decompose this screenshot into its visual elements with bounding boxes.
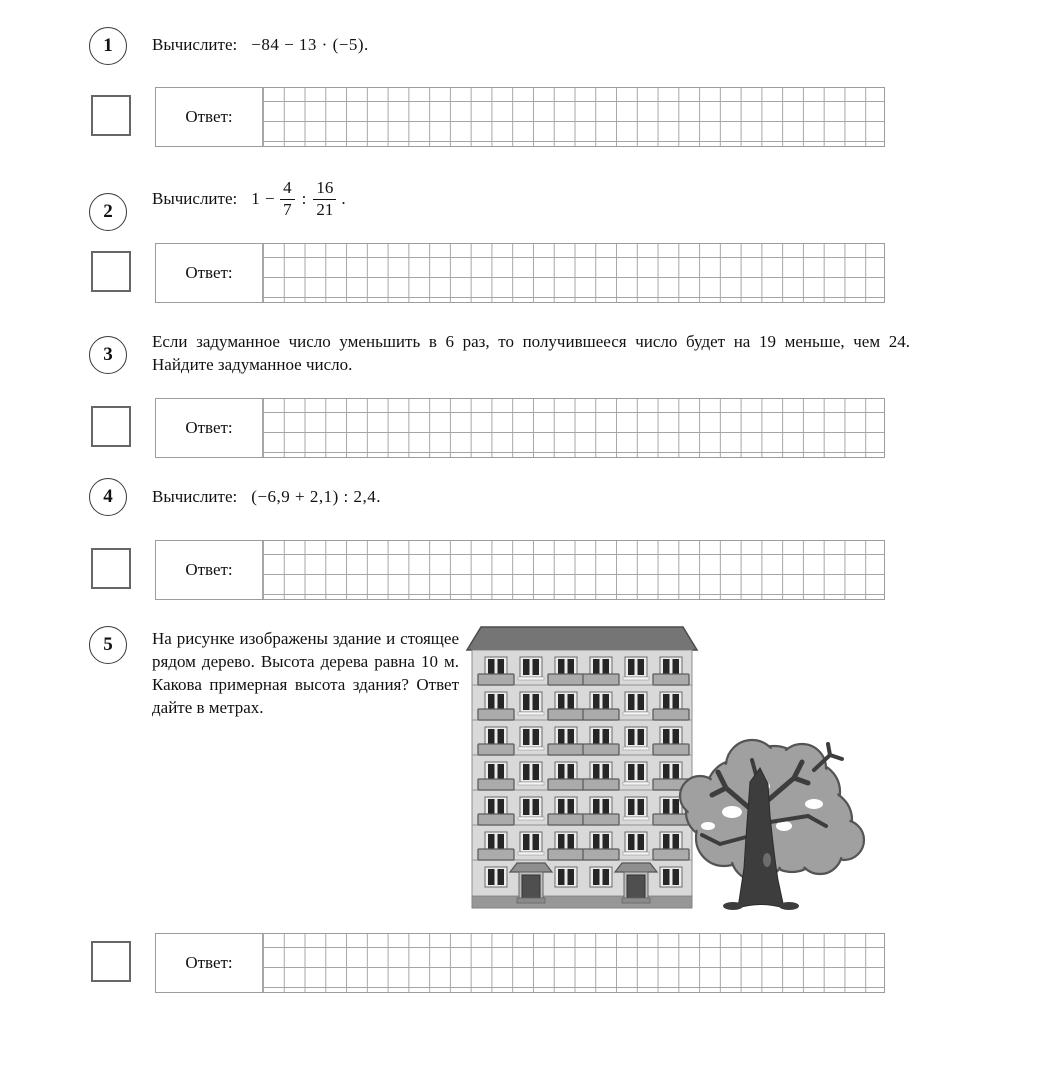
answer-grid-input-5[interactable] (263, 934, 884, 992)
answer-grid-input-3[interactable] (263, 399, 884, 457)
score-checkbox-4[interactable] (91, 548, 131, 589)
answer-box-4 (155, 540, 885, 600)
answer-label: Ответ: (156, 541, 263, 599)
fraction-numerator: 16 (313, 179, 336, 199)
score-checkbox-1[interactable] (91, 95, 131, 136)
problem-5-figure (462, 620, 867, 915)
problem-4-expression: (−6,9 + 2,1) : 2,4. (251, 487, 381, 506)
problem-4-number-badge (89, 478, 127, 516)
answer-row-1 (0, 87, 1047, 147)
answer-box-2 (155, 243, 885, 303)
answer-row-2 (0, 243, 1047, 303)
fraction-numerator: 4 (280, 179, 295, 199)
problem-number: 5 (103, 634, 113, 655)
problem-2-label: Вычислите: (152, 188, 238, 208)
division-sign: : (301, 188, 307, 208)
answer-grid-input-2[interactable] (263, 244, 884, 302)
problem-2-number-badge (89, 193, 127, 231)
fraction-4-7 (280, 179, 295, 219)
problem-3-number-badge (89, 336, 127, 374)
tree-illustration (680, 740, 864, 910)
score-checkbox-5[interactable] (91, 941, 131, 982)
answer-box-1 (155, 87, 885, 147)
problem-number: 2 (103, 201, 113, 222)
problem-1-number-badge (89, 27, 127, 65)
problem-4-label: Вычислите: (152, 487, 238, 506)
building-illustration (467, 627, 697, 908)
problem-number: 3 (103, 344, 113, 365)
fraction-16-21 (313, 179, 336, 219)
answer-grid-input-1[interactable] (263, 88, 884, 146)
fraction-denominator: 7 (283, 199, 292, 219)
problem-5-number-badge (89, 626, 127, 664)
problem-5-text: На рисунке изображены здание и стоящее рядом дерево. Высота дерева равна 10 м. Какова примерная высота здания? Ответ дайте в метрах. (152, 629, 459, 717)
problem-1-expression: −84 − 13 · (−5). (251, 35, 369, 54)
problem-number: 4 (103, 486, 113, 507)
answer-label: Ответ: (156, 399, 263, 457)
answer-grid-input-4[interactable] (263, 541, 884, 599)
answer-label: Ответ: (156, 244, 263, 302)
answer-box-5 (155, 933, 885, 993)
fraction-denominator: 21 (316, 199, 334, 219)
answer-row-5 (0, 933, 1047, 993)
answer-label: Ответ: (156, 934, 263, 992)
problem-1-text (152, 33, 369, 56)
answer-label: Ответ: (156, 88, 263, 146)
answer-row-4 (0, 540, 1047, 600)
answer-row-3 (0, 398, 1047, 458)
answer-box-3 (155, 398, 885, 458)
problem-2-text (152, 172, 346, 224)
problem-2-lead: 1 − (251, 188, 276, 208)
score-checkbox-2[interactable] (91, 251, 131, 292)
problem-1-label: Вычислите: (152, 35, 238, 54)
score-checkbox-3[interactable] (91, 406, 131, 447)
problem-3-text: Если задуманное число уменьшить в 6 раз, то получившееся число будет на 19 меньше, чем 24. Найдите задуманное число. (152, 332, 910, 374)
problem-2-period: . (341, 188, 346, 208)
problem-4-text (152, 485, 381, 508)
problem-number: 1 (103, 35, 113, 56)
